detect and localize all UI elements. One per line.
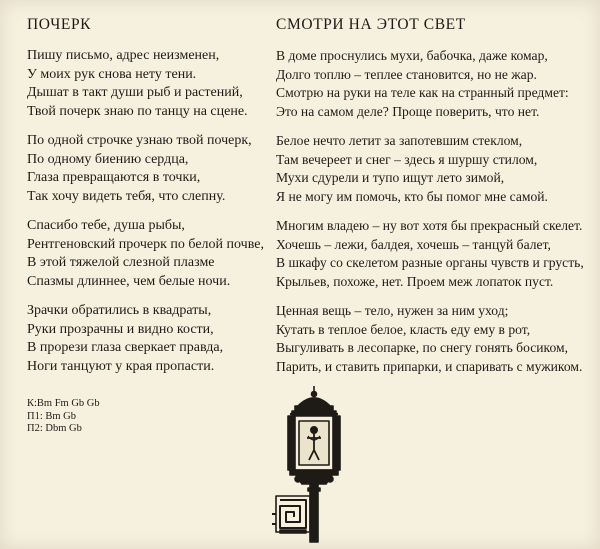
poem-right-title: СМОТРИ НА ЭТОТ СВЕТ (276, 16, 466, 33)
stanza (276, 47, 569, 121)
verse-line: По одной строчке узнаю твой почерк, (27, 133, 252, 148)
verse-line: Хочешь – лежи, балдея, хочешь – танцуй балет, (276, 236, 551, 252)
verse-line: Выгуливать в лесопарке, по снегу гонять босиком, (276, 340, 568, 356)
verse-line: Глаза превращаются в точки, (27, 170, 201, 186)
stanza (276, 217, 584, 291)
verse-line: В этой тяжелой слезной плазме (27, 255, 215, 271)
verse-line: Я не могу им помочь, кто бы помог мне самой. (276, 188, 548, 204)
stanza (276, 132, 548, 206)
verse-line: Руки прозрачны и видно кости, (27, 321, 214, 337)
verse-line: Мухи сдурели и тупо ищут лето зимой, (276, 170, 505, 186)
chord-line: П1: Bm Gb (27, 410, 77, 422)
verse-line: По одному биению сердца, (27, 151, 189, 167)
verse-line: Зрачки обратились в квадраты, (27, 303, 212, 318)
stanza (27, 217, 264, 291)
verse-line: Рентгеновский прочерк по белой почве, (27, 236, 264, 252)
verse-line: Ценная вещь – тело, нужен за ним уход; (276, 303, 509, 318)
verse-line: У моих рук снова нету тени. (27, 66, 197, 82)
verse-line: Кутать в теплое белое, класть еду ему в рот, (276, 321, 531, 337)
stanza (27, 132, 252, 206)
stanza (27, 47, 248, 121)
chord-line: К:Bm Fm Gb Gb (27, 398, 100, 409)
verse-line: Многим владею – ну вот хотя бы прекрасный скелет. (276, 218, 583, 233)
verse-line: Парить, и ставить припарки, и спаривать с мужиком. (276, 358, 583, 374)
verse-line: Это на самом деле? Проще поверить, что нет. (276, 103, 540, 119)
verse-line: Пишу письмо, адрес неизменен, (27, 48, 220, 63)
chord-notation (27, 398, 100, 436)
key-lantern-engraving-icon (268, 384, 360, 546)
verse-line: Спасибо тебе, душа рыбы, (27, 218, 185, 233)
verse-line: Твой почерк знаю по танцу на сцене. (27, 103, 248, 119)
verse-line: В шкафу со скелетом разные органы чувств и грусть, (276, 255, 584, 271)
verse-line: Белое нечто летит за запотевшим стеклом, (276, 133, 523, 148)
verse-line: Так хочу видеть тебя, что слепну. (27, 188, 226, 204)
stanza (276, 302, 582, 376)
verse-line: В прорези глаза сверкает правда, (27, 340, 224, 356)
chord-line: П2: Dbm Gb (27, 423, 82, 434)
verse-line: Спазмы длиннее, чем белые ночи. (27, 273, 231, 289)
verse-line: Дышат в такт души рыб и растений, (27, 85, 243, 101)
verse-line: В доме проснулись мухи, бабочка, даже комар, (276, 48, 548, 63)
verse-line: Ноги танцуют у края пропасти. (27, 358, 215, 374)
verse-line: Долго топлю – теплее становится, но не жар. (276, 66, 537, 82)
verse-line: Там вечереет и снег – здесь я шуршу стилом, (276, 151, 538, 167)
verse-line: Крыльев, похоже, нет. Проем меж лопаток пуст. (276, 273, 554, 289)
stanza (27, 302, 223, 376)
poem-left-title: ПОЧЕРК (27, 16, 92, 33)
verse-line: Смотрю на руки на теле как на странный предмет: (276, 85, 569, 101)
